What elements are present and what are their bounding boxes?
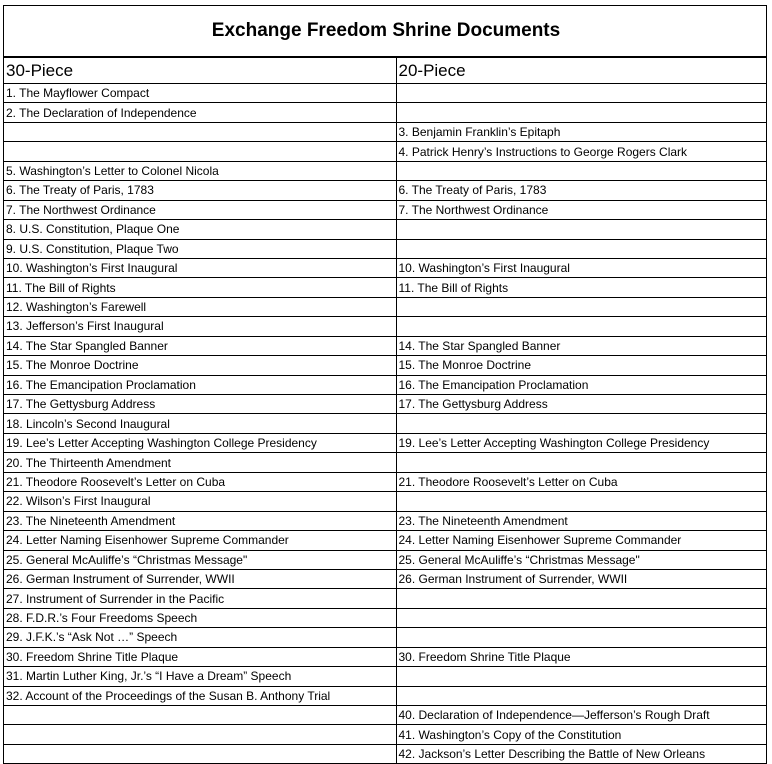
cell-30-piece: 27. Instrument of Surrender in the Pacific [4,589,397,608]
table-row [4,667,767,686]
documents-table [3,5,767,764]
cell-30-piece: 20. The Thirteenth Amendment [4,453,397,472]
cell-30-piece [4,122,397,141]
cell-30-piece: 15. The Monroe Doctrine [4,356,397,375]
cell-30-piece: 14. The Star Spangled Banner [4,336,397,355]
table-row [4,84,767,103]
cell-30-piece: 32. Account of the Proceedings of the Susan B. Anthony Trial [4,686,397,705]
cell-20-piece: 30. Freedom Shrine Title Plaque [396,647,767,666]
cell-30-piece: 16. The Emancipation Proclamation [4,375,397,394]
cell-30-piece: 2. The Declaration of Independence [4,103,397,122]
table-row [4,122,767,141]
header-20-piece: 20-Piece [396,57,767,84]
cell-20-piece: 15. The Monroe Doctrine [396,356,767,375]
cell-30-piece: 11. The Bill of Rights [4,278,397,297]
cell-20-piece: 41. Washington’s Copy of the Constitution [396,725,767,744]
cell-20-piece [396,492,767,511]
table-row [4,336,767,355]
cell-20-piece: 25. General McAuliffe’s “Christmas Message" [396,550,767,569]
table-body [4,6,767,764]
cell-20-piece: 7. The Northwest Ordinance [396,200,767,219]
cell-30-piece [4,725,397,744]
table-row [4,258,767,277]
header-row [4,57,767,84]
cell-30-piece: 18. Lincoln’s Second Inaugural [4,414,397,433]
cell-20-piece [396,414,767,433]
table-row [4,200,767,219]
table-row [4,472,767,491]
cell-30-piece: 28. F.D.R.’s Four Freedoms Speech [4,608,397,627]
table-row [4,647,767,666]
table-row [4,453,767,472]
cell-20-piece: 24. Letter Naming Eisenhower Supreme Commander [396,531,767,550]
cell-30-piece: 13. Jefferson’s First Inaugural [4,317,397,336]
table-row [4,511,767,530]
table-row [4,181,767,200]
cell-20-piece: 17. The Gettysburg Address [396,395,767,414]
cell-30-piece: 7. The Northwest Ordinance [4,200,397,219]
title-row [4,6,767,58]
cell-30-piece [4,744,397,763]
table-row [4,531,767,550]
table-row [4,725,767,744]
cell-20-piece: 4. Patrick Henry’s Instructions to George Rogers Clark [396,142,767,161]
table-row [4,414,767,433]
cell-30-piece: 6. The Treaty of Paris, 1783 [4,181,397,200]
cell-20-piece: 40. Declaration of Independence—Jefferson’s Rough Draft [396,706,767,725]
cell-30-piece [4,142,397,161]
table-row [4,433,767,452]
cell-20-piece [396,103,767,122]
cell-30-piece: 24. Letter Naming Eisenhower Supreme Commander [4,531,397,550]
table-row [4,297,767,316]
table-row [4,628,767,647]
table-row [4,220,767,239]
cell-20-piece [396,628,767,647]
table-row [4,589,767,608]
table-row [4,706,767,725]
cell-30-piece: 26. German Instrument of Surrender, WWII [4,569,397,588]
cell-30-piece: 10. Washington’s First Inaugural [4,258,397,277]
cell-30-piece [4,706,397,725]
cell-30-piece: 31. Martin Luther King, Jr.’s “I Have a Dream” Speech [4,667,397,686]
cell-30-piece: 5. Washington’s Letter to Colonel Nicola [4,161,397,180]
cell-30-piece: 30. Freedom Shrine Title Plaque [4,647,397,666]
cell-20-piece: 11. The Bill of Rights [396,278,767,297]
table-row [4,278,767,297]
table-row [4,395,767,414]
cell-20-piece: 23. The Nineteenth Amendment [396,511,767,530]
cell-30-piece: 8. U.S. Constitution, Plaque One [4,220,397,239]
cell-30-piece: 29. J.F.K.’s “Ask Not …” Speech [4,628,397,647]
table-row [4,317,767,336]
cell-20-piece: 3. Benjamin Franklin’s Epitaph [396,122,767,141]
header-30-piece: 30-Piece [4,57,397,84]
table-row [4,103,767,122]
table-row [4,569,767,588]
cell-30-piece: 9. U.S. Constitution, Plaque Two [4,239,397,258]
table-row [4,142,767,161]
cell-20-piece [396,608,767,627]
table-row [4,608,767,627]
cell-30-piece: 19. Lee’s Letter Accepting Washington College Presidency [4,433,397,452]
table-title: Exchange Freedom Shrine Documents [4,6,767,58]
cell-20-piece: 21. Theodore Roosevelt’s Letter on Cuba [396,472,767,491]
cell-20-piece [396,453,767,472]
table-row [4,161,767,180]
cell-30-piece: 1. The Mayflower Compact [4,84,397,103]
cell-30-piece: 25. General McAuliffe’s “Christmas Message" [4,550,397,569]
table-row [4,492,767,511]
cell-30-piece: 12. Washington’s Farewell [4,297,397,316]
cell-20-piece: 42. Jackson’s Letter Describing the Battle of New Orleans [396,744,767,763]
table-row [4,744,767,763]
cell-30-piece: 21. Theodore Roosevelt’s Letter on Cuba [4,472,397,491]
table-row [4,356,767,375]
cell-20-piece [396,161,767,180]
cell-20-piece [396,297,767,316]
cell-20-piece [396,84,767,103]
cell-30-piece: 22. Wilson’s First Inaugural [4,492,397,511]
cell-20-piece: 10. Washington’s First Inaugural [396,258,767,277]
cell-20-piece: 26. German Instrument of Surrender, WWII [396,569,767,588]
cell-20-piece [396,317,767,336]
table-row [4,550,767,569]
cell-30-piece: 17. The Gettysburg Address [4,395,397,414]
table-row [4,239,767,258]
cell-20-piece: 19. Lee’s Letter Accepting Washington College Presidency [396,433,767,452]
cell-20-piece: 6. The Treaty of Paris, 1783 [396,181,767,200]
cell-20-piece [396,220,767,239]
table-row [4,375,767,394]
cell-30-piece: 23. The Nineteenth Amendment [4,511,397,530]
cell-20-piece [396,589,767,608]
cell-20-piece [396,686,767,705]
table-row [4,686,767,705]
cell-20-piece: 14. The Star Spangled Banner [396,336,767,355]
cell-20-piece [396,667,767,686]
cell-20-piece [396,239,767,258]
cell-20-piece: 16. The Emancipation Proclamation [396,375,767,394]
